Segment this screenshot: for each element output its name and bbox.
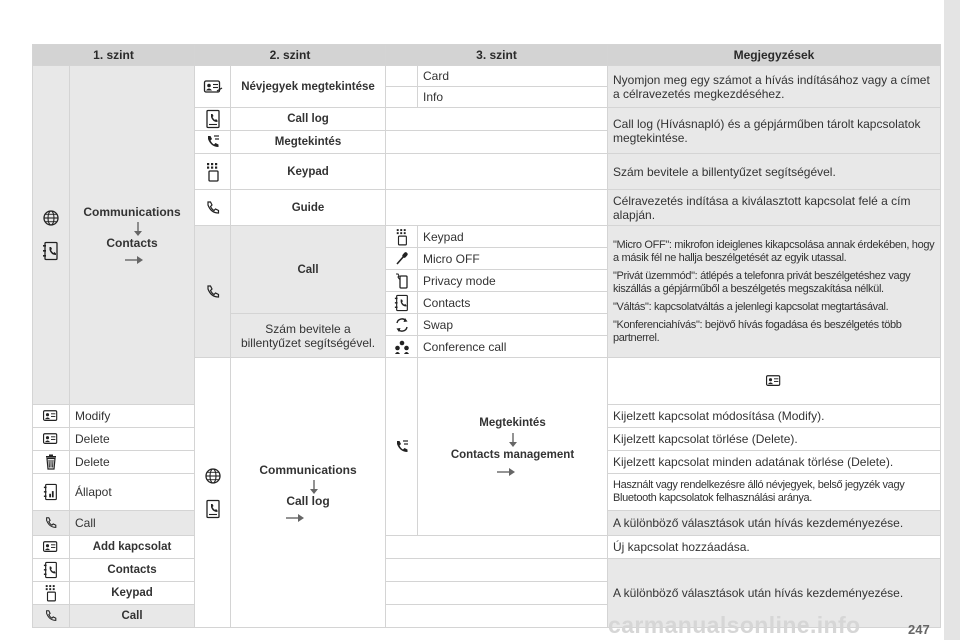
option-call: Call bbox=[70, 511, 195, 536]
level2-contacts-management bbox=[418, 358, 608, 536]
table-row bbox=[33, 66, 941, 87]
note-swap: "Váltás": kapcsolatváltás a jelenlegi kapcsolat megtartásával. bbox=[613, 301, 889, 313]
level1-communications-contacts bbox=[70, 66, 195, 405]
note-call: A különböző választások után hívás kezdeményezése. bbox=[608, 511, 941, 536]
level1-title: Communications bbox=[259, 462, 357, 477]
level2-call-log: Call log bbox=[231, 108, 386, 131]
level2-contacts: Contacts bbox=[70, 559, 195, 582]
level1-communications-call-log bbox=[231, 358, 386, 628]
phonebook-icon bbox=[42, 241, 60, 261]
option-card: Card bbox=[418, 66, 608, 87]
note-add-contact: Új kapcsolat hozzáadása. bbox=[608, 536, 941, 559]
option-modify: Modify bbox=[70, 405, 195, 428]
level1-subtitle: Call log bbox=[286, 493, 330, 508]
level2-megtekintes: Megtekintés bbox=[231, 131, 386, 154]
contacts-view-icon bbox=[195, 66, 231, 108]
note-nevjegyek: Nyomjon meg egy számot a hívás indításához vagy a címet a célravezetés megkezdéséhez. bbox=[608, 66, 941, 108]
level1-title: Communications bbox=[83, 205, 181, 219]
keypad-icon bbox=[386, 226, 418, 248]
note-guide: Célravezetés indítása a kiválasztott kapcsolat felé a cím alapján. bbox=[608, 190, 941, 226]
note-delete-all: Kijelzett kapcsolat minden adatának törlése (Delete). bbox=[608, 451, 941, 474]
swap-icon bbox=[386, 314, 418, 336]
level2-guide: Guide bbox=[231, 190, 386, 226]
note-keypad: Szám bevitele a billentyűzet segítségével. bbox=[608, 154, 941, 190]
add-contact-icon bbox=[33, 536, 70, 559]
level2-keypad: Keypad bbox=[70, 582, 195, 605]
level2-megtekintes: Megtekintés bbox=[479, 417, 546, 429]
table-row bbox=[33, 536, 941, 559]
keypad-icon bbox=[33, 582, 70, 605]
delete-contact-icon bbox=[33, 428, 70, 451]
option-keypad: Keypad bbox=[418, 226, 608, 248]
call-log-icon bbox=[204, 499, 222, 519]
option-micro-off: Micro OFF bbox=[418, 248, 608, 270]
arrow-right-icon bbox=[423, 467, 602, 477]
note-call-log: Call log (Hívásnapló) és a gépjárműben tárolt kapcsolatok megtekintése. bbox=[608, 108, 941, 154]
note-micro: "Micro OFF": mikrofon ideiglenes kikapcsolása annak érdekében, hogy a másik fél ne hallja beszélgetését az egyik utassal. bbox=[613, 239, 935, 264]
view-icon bbox=[386, 358, 418, 536]
level2-call: Call bbox=[70, 605, 195, 628]
level2-keypad: Keypad bbox=[231, 154, 386, 190]
note-privacy: "Privát üzemmód": átlépés a telefonra privát beszélgetéshez vagy kiszállás a gépjárműből a beszélgetés megszakítása nélkül. bbox=[613, 270, 911, 295]
option-contacts: Contacts bbox=[418, 292, 608, 314]
table-row bbox=[33, 559, 941, 582]
level2-call: Call bbox=[231, 226, 386, 314]
micro-off-icon bbox=[386, 248, 418, 270]
modify-contact-icon bbox=[33, 405, 70, 428]
header-notes: Megjegyzések bbox=[608, 45, 941, 66]
watermark: carmanualsonline.info bbox=[608, 612, 861, 638]
arrow-down-icon bbox=[87, 222, 189, 236]
menu-table bbox=[32, 44, 941, 628]
globe-icon bbox=[42, 209, 60, 227]
level2-nevjegyek: Névjegyek megtekintése bbox=[231, 66, 386, 108]
contacts-icon bbox=[33, 559, 70, 582]
status-icon bbox=[33, 474, 70, 511]
note-status: Használt vagy rendelkezésre álló névjegyek, belső jegyzék vagy Bluetooth kapcsolatok felhasználási aránya. bbox=[608, 474, 941, 511]
arrow-right-icon bbox=[236, 513, 380, 523]
level1-icons-group2 bbox=[195, 358, 231, 628]
call-log-icon bbox=[195, 108, 231, 131]
page-edge bbox=[944, 0, 960, 640]
level1-subtitle: Contacts bbox=[106, 236, 158, 250]
option-swap: Swap bbox=[418, 314, 608, 336]
arrow-right-icon bbox=[75, 255, 189, 265]
arrow-down-icon bbox=[248, 480, 380, 494]
option-info: Info bbox=[418, 87, 608, 108]
keypad-icon bbox=[195, 154, 231, 190]
conference-call-icon bbox=[386, 336, 418, 358]
option-delete: Delete bbox=[70, 428, 195, 451]
note-last: A különböző választások után hívás kezdeményezése. bbox=[608, 559, 941, 628]
trash-icon bbox=[33, 451, 70, 474]
new-contact-icon bbox=[608, 358, 941, 405]
note-delete: Kijelzett kapcsolat törlése (Delete). bbox=[608, 428, 941, 451]
option-privacy-mode: Privacy mode bbox=[418, 270, 608, 292]
globe-icon bbox=[204, 467, 222, 485]
call-icon bbox=[33, 605, 70, 628]
call-icon bbox=[33, 511, 70, 536]
note-modify: Kijelzett kapcsolat módosítása (Modify). bbox=[608, 405, 941, 428]
page-number: 247 bbox=[908, 622, 930, 637]
header-level2: 2. szint bbox=[195, 45, 386, 66]
level2-call-sub: Szám bevitele a billentyűzet segítségével. bbox=[231, 314, 386, 358]
call-icon bbox=[195, 226, 231, 358]
note-conference: "Konferenciahívás": bejövő hívás fogadása és beszélgetés több partnerrel. bbox=[613, 319, 902, 344]
option-status: Állapot bbox=[70, 474, 195, 511]
header-row bbox=[33, 45, 941, 66]
contacts-icon bbox=[386, 292, 418, 314]
header-level1: 1. szint bbox=[33, 45, 195, 66]
arrow-down-icon bbox=[423, 433, 602, 447]
header-level3: 3. szint bbox=[386, 45, 608, 66]
level1-icons-group1 bbox=[33, 66, 70, 405]
privacy-mode-icon bbox=[386, 270, 418, 292]
level2-add-contact: Add kapcsolat bbox=[70, 536, 195, 559]
view-icon bbox=[195, 131, 231, 154]
option-conference-call: Conference call bbox=[418, 336, 608, 358]
option-delete-all: Delete bbox=[70, 451, 195, 474]
note-call-options bbox=[608, 226, 941, 358]
guide-icon bbox=[195, 190, 231, 226]
level2-contacts-management-label: Contacts management bbox=[450, 449, 575, 461]
